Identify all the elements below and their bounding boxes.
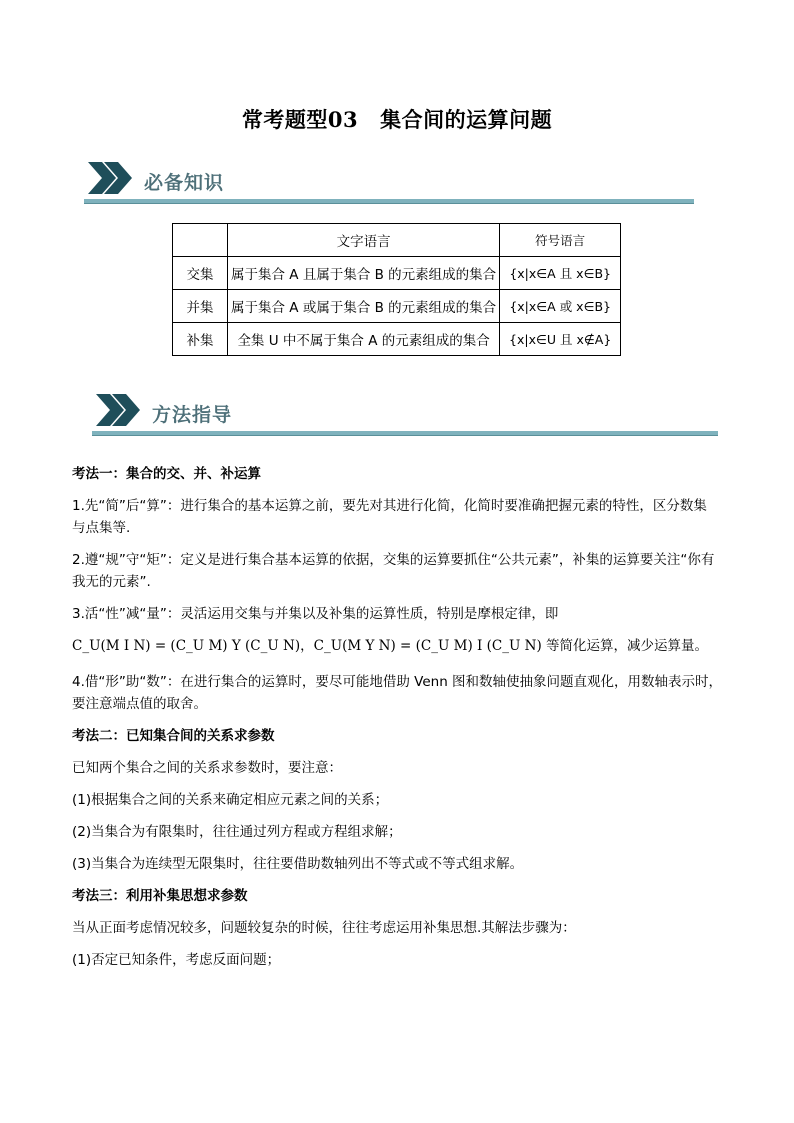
section-title: 方法指导 (152, 404, 233, 426)
table-row (173, 323, 621, 356)
table-row (173, 290, 621, 323)
method-heading: 考法三：利用补集思想求参数 (72, 888, 248, 904)
paragraph: 要注意端点值的取舍。 (72, 696, 207, 712)
page-title (0, 104, 794, 134)
table-cell: 全集 U 中不属于集合 A 的元素组成的集合 (228, 323, 500, 356)
title-part1: 常考题型03 (241, 107, 359, 132)
table-row (173, 257, 621, 290)
section-banner-knowledge (84, 160, 694, 204)
section-title: 必备知识 (144, 172, 225, 194)
table-cell: 交集 (173, 257, 228, 290)
double-chevron-icon (94, 392, 142, 428)
paragraph: (2)当集合为有限集时，往往通过列方程或方程组求解； (72, 824, 402, 840)
table-cell: {x|x∈A 或 x∈B} (500, 290, 621, 323)
paragraph: 3.活“性”减“量”：灵活运用交集与并集以及补集的运算性质，特别是摩根定律，即 (72, 606, 559, 622)
paragraph: (1)根据集合之间的关系来确定相应元素之间的关系； (72, 792, 389, 808)
table-header-cell: 符号语言 (500, 224, 621, 257)
paragraph: (3)当集合为连续型无限集时，往往要借助数轴列出不等式或不等式组求解。 (72, 856, 524, 872)
paragraph: 我无的元素”. (72, 574, 151, 590)
paragraph: 与点集等. (72, 520, 131, 536)
method-content (72, 463, 732, 971)
double-chevron-icon (86, 160, 134, 196)
table-cell: 属于集合 A 且属于集合 B 的元素组成的集合 (228, 257, 500, 290)
table-cell: 补集 (173, 323, 228, 356)
table-header-row (173, 224, 621, 257)
paragraph: 当从正面考虑情况较多，问题较复杂的时候，往往考虑运用补集思想.其解法步骤为： (72, 920, 576, 936)
section-divider (92, 431, 718, 436)
table-header-cell: 文字语言 (228, 224, 500, 257)
paragraph: 已知两个集合之间的关系求参数时，要注意： (72, 760, 342, 776)
table-cell: 属于集合 A 或属于集合 B 的元素组成的集合 (228, 290, 500, 323)
table-cell: {x|x∈A 且 x∈B} (500, 257, 621, 290)
paragraph: (1)否定已知条件，考虑反面问题； (72, 952, 281, 968)
paragraph: 1.先“简”后“算”：进行集合的基本运算之前，要先对其进行化简，化简时要准确把握元素的特性，区分数集 (72, 498, 707, 514)
method-heading: 考法一：集合的交、并、补运算 (72, 466, 261, 482)
paragraph: 4.借“形”助“数”：在进行集合的运算时，要尽可能地借助 Venn 图和数轴使抽象问题直观化，用数轴表示时， (72, 674, 723, 690)
knowledge-table (172, 223, 621, 356)
paragraph: 2.遵“规”守“矩”：定义是进行集合基本运算的依据，交集的运算要抓住“公共元素”，补集的运算要关注“你有 (72, 552, 715, 568)
section-banner-methods (92, 392, 718, 436)
title-part2: 集合间的运算问题 (380, 107, 553, 132)
table-header-cell (173, 224, 228, 257)
method-heading: 考法二：已知集合间的关系求参数 (72, 728, 275, 744)
table-cell: {x|x∈U 且 x∉A} (500, 323, 621, 356)
table-cell: 并集 (173, 290, 228, 323)
section-divider (84, 199, 694, 204)
formula-line: C_U(M I N) = (C_U M) Y (C_U N)，C_U(M Y N) = (C_U M) I (C_U N) 等简化运算，减少运算量。 (72, 638, 709, 654)
